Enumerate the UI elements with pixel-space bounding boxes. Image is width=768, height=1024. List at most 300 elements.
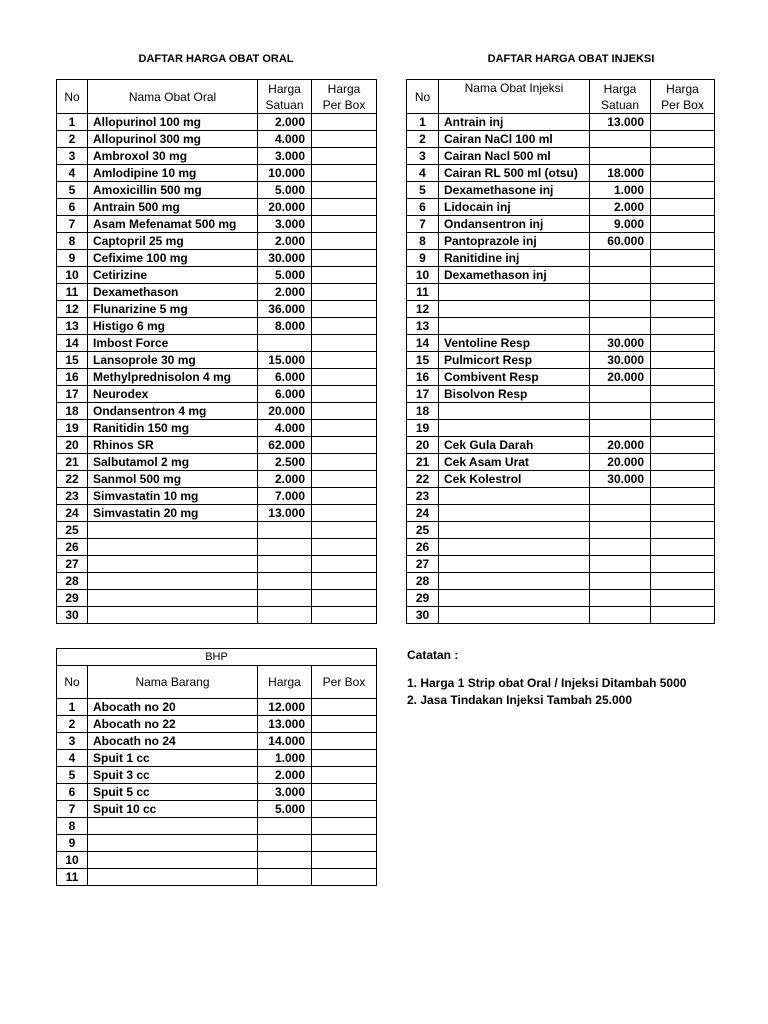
row-number: 8 bbox=[57, 818, 88, 835]
item-box-price bbox=[312, 233, 377, 250]
notes bbox=[407, 648, 686, 709]
item-price: 2.000 bbox=[258, 284, 312, 301]
item-box-price bbox=[651, 539, 715, 556]
item-box-price bbox=[312, 607, 377, 624]
item-name: Combivent Resp bbox=[439, 369, 590, 386]
item-price: 14.000 bbox=[258, 733, 312, 750]
item-box-price bbox=[651, 284, 715, 301]
item-box-price bbox=[312, 318, 377, 335]
item-box-price bbox=[651, 488, 715, 505]
item-box-price bbox=[312, 437, 377, 454]
item-box-price bbox=[651, 182, 715, 199]
item-box-price bbox=[651, 318, 715, 335]
item-name: Dexamethasone inj bbox=[439, 182, 590, 199]
table-row bbox=[407, 437, 715, 454]
item-box-price bbox=[312, 369, 377, 386]
item-name: Cairan Nacl 500 ml bbox=[439, 148, 590, 165]
table-row bbox=[57, 556, 377, 573]
row-number: 5 bbox=[57, 767, 88, 784]
item-name: Histigo 6 mg bbox=[88, 318, 258, 335]
item-price bbox=[258, 869, 312, 886]
row-number: 6 bbox=[57, 199, 88, 216]
item-price: 3.000 bbox=[258, 216, 312, 233]
item-price: 1.000 bbox=[258, 750, 312, 767]
table-row bbox=[407, 607, 715, 624]
item-box-price bbox=[312, 386, 377, 403]
item-name: Abocath no 20 bbox=[88, 699, 258, 716]
row-number: 15 bbox=[407, 352, 439, 369]
item-name: Lidocain inj bbox=[439, 199, 590, 216]
item-name: Simvastatin 10 mg bbox=[88, 488, 258, 505]
table-row bbox=[57, 539, 377, 556]
header-box: Harga Per Box bbox=[312, 80, 377, 114]
item-box-price bbox=[651, 301, 715, 318]
injeksi-title: DAFTAR HARGA OBAT INJEKSI bbox=[487, 53, 655, 65]
item-name: Spuit 5 cc bbox=[88, 784, 258, 801]
table-row bbox=[57, 335, 377, 352]
note-item: 2. Jasa Tindakan Injeksi Tambah 25.000 bbox=[407, 693, 633, 707]
item-box-price bbox=[651, 131, 715, 148]
table-row bbox=[57, 267, 377, 284]
item-price bbox=[590, 267, 651, 284]
item-box-price bbox=[312, 403, 377, 420]
item-name: Antrain 500 mg bbox=[88, 199, 258, 216]
table-row bbox=[57, 733, 377, 750]
header-price: Harga bbox=[258, 666, 312, 699]
table-row bbox=[57, 318, 377, 335]
item-box-price bbox=[651, 386, 715, 403]
table-row bbox=[407, 386, 715, 403]
item-box-price bbox=[651, 607, 715, 624]
item-price bbox=[590, 539, 651, 556]
header-no: No bbox=[57, 80, 88, 114]
row-number: 23 bbox=[57, 488, 88, 505]
table-row bbox=[407, 199, 715, 216]
item-box-price bbox=[651, 573, 715, 590]
item-price: 2.000 bbox=[590, 199, 651, 216]
item-price bbox=[590, 131, 651, 148]
item-name bbox=[439, 420, 590, 437]
item-price bbox=[258, 573, 312, 590]
item-name: Allopurinol 100 mg bbox=[88, 114, 258, 131]
row-number: 4 bbox=[407, 165, 439, 182]
item-price bbox=[590, 420, 651, 437]
table-row bbox=[407, 267, 715, 284]
table-row bbox=[407, 182, 715, 199]
item-box-price bbox=[312, 182, 377, 199]
table-row bbox=[57, 165, 377, 182]
item-box-price bbox=[651, 148, 715, 165]
table-header-row bbox=[57, 80, 377, 114]
item-box-price bbox=[651, 165, 715, 182]
item-box-price bbox=[312, 573, 377, 590]
row-number: 18 bbox=[407, 403, 439, 420]
bhp-table bbox=[56, 648, 377, 886]
item-box-price bbox=[312, 267, 377, 284]
row-number: 13 bbox=[57, 318, 88, 335]
notes-header: Catatan : bbox=[407, 648, 459, 662]
item-name: Antrain inj bbox=[439, 114, 590, 131]
item-name: Dexamethason bbox=[88, 284, 258, 301]
table-row bbox=[57, 607, 377, 624]
item-box-price bbox=[312, 852, 377, 869]
item-box-price bbox=[312, 818, 377, 835]
table-row bbox=[57, 216, 377, 233]
item-name: Abocath no 24 bbox=[88, 733, 258, 750]
item-name bbox=[88, 852, 258, 869]
row-number: 2 bbox=[57, 131, 88, 148]
row-number: 19 bbox=[57, 420, 88, 437]
table-row bbox=[407, 114, 715, 131]
item-name bbox=[439, 590, 590, 607]
table-row bbox=[407, 301, 715, 318]
header-name: Nama Obat Injeksi bbox=[439, 80, 590, 114]
header-no: No bbox=[407, 80, 439, 114]
item-price: 30.000 bbox=[590, 335, 651, 352]
item-price bbox=[258, 590, 312, 607]
item-box-price bbox=[651, 556, 715, 573]
item-name: Cefixime 100 mg bbox=[88, 250, 258, 267]
item-price bbox=[258, 835, 312, 852]
item-price bbox=[590, 505, 651, 522]
item-price bbox=[590, 590, 651, 607]
item-box-price bbox=[651, 505, 715, 522]
item-name: Allopurinol 300 mg bbox=[88, 131, 258, 148]
injeksi-price-table bbox=[406, 79, 715, 624]
item-price bbox=[258, 607, 312, 624]
item-price bbox=[590, 250, 651, 267]
item-name: Cek Asam Urat bbox=[439, 454, 590, 471]
table-row bbox=[407, 573, 715, 590]
item-name bbox=[439, 284, 590, 301]
item-name bbox=[439, 318, 590, 335]
item-box-price bbox=[312, 488, 377, 505]
item-name: Spuit 1 cc bbox=[88, 750, 258, 767]
item-price bbox=[590, 488, 651, 505]
table-row bbox=[407, 471, 715, 488]
table-header-row bbox=[407, 80, 715, 114]
item-price bbox=[258, 335, 312, 352]
item-price: 5.000 bbox=[258, 801, 312, 818]
item-price: 6.000 bbox=[258, 386, 312, 403]
item-name: Bisolvon Resp bbox=[439, 386, 590, 403]
item-box-price bbox=[312, 216, 377, 233]
row-number: 22 bbox=[57, 471, 88, 488]
item-box-price bbox=[312, 352, 377, 369]
item-price: 30.000 bbox=[258, 250, 312, 267]
item-box-price bbox=[312, 505, 377, 522]
item-name: Ondansentron 4 mg bbox=[88, 403, 258, 420]
item-box-price bbox=[312, 471, 377, 488]
row-number: 10 bbox=[57, 267, 88, 284]
item-box-price bbox=[651, 250, 715, 267]
item-price: 6.000 bbox=[258, 369, 312, 386]
item-price: 36.000 bbox=[258, 301, 312, 318]
row-number: 27 bbox=[407, 556, 439, 573]
item-box-price bbox=[651, 216, 715, 233]
table-row bbox=[57, 835, 377, 852]
row-number: 18 bbox=[57, 403, 88, 420]
row-number: 3 bbox=[57, 733, 88, 750]
header-name: Nama Barang bbox=[88, 666, 258, 699]
row-number: 8 bbox=[407, 233, 439, 250]
item-name: Lansoprole 30 mg bbox=[88, 352, 258, 369]
row-number: 24 bbox=[57, 505, 88, 522]
item-name: Dexamethason inj bbox=[439, 267, 590, 284]
item-name: Amoxicillin 500 mg bbox=[88, 182, 258, 199]
item-name: Methylprednisolon 4 mg bbox=[88, 369, 258, 386]
table-row bbox=[57, 699, 377, 716]
item-box-price bbox=[312, 148, 377, 165]
table-row bbox=[57, 767, 377, 784]
item-price: 2.000 bbox=[258, 471, 312, 488]
row-number: 28 bbox=[57, 573, 88, 590]
item-name bbox=[439, 505, 590, 522]
item-price bbox=[590, 573, 651, 590]
row-number: 9 bbox=[57, 250, 88, 267]
item-name: Ambroxol 30 mg bbox=[88, 148, 258, 165]
item-box-price bbox=[651, 267, 715, 284]
item-name bbox=[88, 573, 258, 590]
table-row bbox=[57, 199, 377, 216]
item-box-price bbox=[312, 199, 377, 216]
item-name bbox=[88, 818, 258, 835]
item-name bbox=[88, 522, 258, 539]
item-box-price bbox=[651, 403, 715, 420]
item-box-price bbox=[312, 750, 377, 767]
table-row bbox=[57, 522, 377, 539]
row-number: 29 bbox=[407, 590, 439, 607]
item-price: 20.000 bbox=[258, 199, 312, 216]
item-name bbox=[88, 869, 258, 886]
table-row bbox=[57, 233, 377, 250]
item-price: 20.000 bbox=[258, 403, 312, 420]
row-number: 28 bbox=[407, 573, 439, 590]
table-row bbox=[57, 573, 377, 590]
table-row bbox=[407, 148, 715, 165]
row-number: 3 bbox=[57, 148, 88, 165]
row-number: 17 bbox=[57, 386, 88, 403]
row-number: 9 bbox=[57, 835, 88, 852]
row-number: 23 bbox=[407, 488, 439, 505]
item-box-price bbox=[651, 590, 715, 607]
row-number: 10 bbox=[407, 267, 439, 284]
item-box-price bbox=[651, 233, 715, 250]
item-box-price bbox=[312, 767, 377, 784]
item-price: 13.000 bbox=[590, 114, 651, 131]
row-number: 16 bbox=[407, 369, 439, 386]
item-box-price bbox=[651, 454, 715, 471]
item-price: 2.500 bbox=[258, 454, 312, 471]
item-price bbox=[258, 522, 312, 539]
item-price: 20.000 bbox=[590, 437, 651, 454]
header-price: Harga Satuan bbox=[590, 80, 651, 114]
table-row bbox=[57, 284, 377, 301]
item-price: 2.000 bbox=[258, 114, 312, 131]
header-price: Harga Satuan bbox=[258, 80, 312, 114]
item-box-price bbox=[312, 454, 377, 471]
table-row bbox=[57, 403, 377, 420]
item-price bbox=[590, 607, 651, 624]
row-number: 25 bbox=[57, 522, 88, 539]
item-name: Ondansentron inj bbox=[439, 216, 590, 233]
item-price: 1.000 bbox=[590, 182, 651, 199]
item-name bbox=[88, 556, 258, 573]
row-number: 3 bbox=[407, 148, 439, 165]
item-name bbox=[88, 835, 258, 852]
table-row bbox=[407, 369, 715, 386]
table-row bbox=[57, 750, 377, 767]
bhp-title: BHP bbox=[57, 649, 377, 666]
table-row bbox=[57, 114, 377, 131]
item-price bbox=[258, 852, 312, 869]
row-number: 7 bbox=[57, 216, 88, 233]
item-price: 20.000 bbox=[590, 454, 651, 471]
table-row bbox=[57, 869, 377, 886]
item-price: 30.000 bbox=[590, 352, 651, 369]
row-number: 24 bbox=[407, 505, 439, 522]
item-name bbox=[439, 539, 590, 556]
item-price: 4.000 bbox=[258, 420, 312, 437]
row-number: 11 bbox=[57, 284, 88, 301]
row-number: 14 bbox=[407, 335, 439, 352]
item-name: Sanmol 500 mg bbox=[88, 471, 258, 488]
row-number: 13 bbox=[407, 318, 439, 335]
item-name bbox=[439, 301, 590, 318]
item-box-price bbox=[312, 522, 377, 539]
item-box-price bbox=[312, 335, 377, 352]
item-price bbox=[590, 318, 651, 335]
item-price bbox=[590, 403, 651, 420]
table-row bbox=[57, 454, 377, 471]
item-box-price bbox=[312, 131, 377, 148]
item-box-price bbox=[312, 556, 377, 573]
item-name: Ventoline Resp bbox=[439, 335, 590, 352]
item-name bbox=[439, 573, 590, 590]
table-row bbox=[57, 716, 377, 733]
table-row bbox=[407, 131, 715, 148]
table-row bbox=[407, 539, 715, 556]
row-number: 21 bbox=[57, 454, 88, 471]
table-row bbox=[57, 369, 377, 386]
row-number: 27 bbox=[57, 556, 88, 573]
item-price: 20.000 bbox=[590, 369, 651, 386]
row-number: 30 bbox=[57, 607, 88, 624]
note-item: 1. Harga 1 Strip obat Oral / Injeksi Ditambah 5000 bbox=[407, 676, 687, 690]
row-number: 5 bbox=[57, 182, 88, 199]
item-name: Cetirizine bbox=[88, 267, 258, 284]
item-box-price bbox=[312, 590, 377, 607]
item-name: Neurodex bbox=[88, 386, 258, 403]
item-box-price bbox=[312, 869, 377, 886]
item-box-price bbox=[312, 420, 377, 437]
item-price: 3.000 bbox=[258, 148, 312, 165]
item-name bbox=[439, 488, 590, 505]
table-row bbox=[407, 488, 715, 505]
item-name: Rhinos SR bbox=[88, 437, 258, 454]
row-number: 7 bbox=[407, 216, 439, 233]
table-row bbox=[57, 352, 377, 369]
row-number: 9 bbox=[407, 250, 439, 267]
row-number: 29 bbox=[57, 590, 88, 607]
table-header-row bbox=[57, 666, 377, 699]
table-row bbox=[407, 216, 715, 233]
table-row bbox=[407, 505, 715, 522]
table-row bbox=[407, 420, 715, 437]
item-name bbox=[88, 607, 258, 624]
table-row bbox=[407, 522, 715, 539]
row-number: 17 bbox=[407, 386, 439, 403]
item-name: Cairan NaCl 100 ml bbox=[439, 131, 590, 148]
row-number: 22 bbox=[407, 471, 439, 488]
table-row bbox=[407, 335, 715, 352]
table-row bbox=[57, 182, 377, 199]
item-name: Ranitidin 150 mg bbox=[88, 420, 258, 437]
row-number: 11 bbox=[57, 869, 88, 886]
table-row bbox=[57, 488, 377, 505]
item-price: 5.000 bbox=[258, 267, 312, 284]
item-name: Imbost Force bbox=[88, 335, 258, 352]
item-box-price bbox=[651, 114, 715, 131]
item-name bbox=[439, 403, 590, 420]
item-box-price bbox=[312, 250, 377, 267]
item-price: 30.000 bbox=[590, 471, 651, 488]
row-number: 16 bbox=[57, 369, 88, 386]
item-name: Captopril 25 mg bbox=[88, 233, 258, 250]
item-price bbox=[590, 386, 651, 403]
row-number: 1 bbox=[57, 699, 88, 716]
row-number: 25 bbox=[407, 522, 439, 539]
table-row bbox=[57, 420, 377, 437]
row-number: 7 bbox=[57, 801, 88, 818]
item-name: Spuit 10 cc bbox=[88, 801, 258, 818]
item-price: 62.000 bbox=[258, 437, 312, 454]
item-box-price bbox=[651, 352, 715, 369]
item-name: Simvastatin 20 mg bbox=[88, 505, 258, 522]
row-number: 12 bbox=[407, 301, 439, 318]
item-price: 13.000 bbox=[258, 716, 312, 733]
row-number: 1 bbox=[407, 114, 439, 131]
item-box-price bbox=[312, 301, 377, 318]
row-number: 4 bbox=[57, 165, 88, 182]
item-name bbox=[88, 590, 258, 607]
item-name: Abocath no 22 bbox=[88, 716, 258, 733]
row-number: 11 bbox=[407, 284, 439, 301]
header-no: No bbox=[57, 666, 88, 699]
row-number: 19 bbox=[407, 420, 439, 437]
oral-title: DAFTAR HARGA OBAT ORAL bbox=[138, 53, 294, 65]
row-number: 2 bbox=[57, 716, 88, 733]
row-number: 6 bbox=[57, 784, 88, 801]
row-number: 20 bbox=[57, 437, 88, 454]
table-row bbox=[57, 250, 377, 267]
item-box-price bbox=[312, 784, 377, 801]
item-name: Pulmicort Resp bbox=[439, 352, 590, 369]
row-number: 4 bbox=[57, 750, 88, 767]
item-name: Cek Gula Darah bbox=[439, 437, 590, 454]
row-number: 2 bbox=[407, 131, 439, 148]
item-name: Spuit 3 cc bbox=[88, 767, 258, 784]
table-row bbox=[57, 590, 377, 607]
table-row bbox=[407, 250, 715, 267]
table-row bbox=[57, 148, 377, 165]
item-price bbox=[590, 522, 651, 539]
item-box-price bbox=[651, 437, 715, 454]
item-name bbox=[88, 539, 258, 556]
row-number: 20 bbox=[407, 437, 439, 454]
item-box-price bbox=[651, 471, 715, 488]
table-row bbox=[57, 131, 377, 148]
